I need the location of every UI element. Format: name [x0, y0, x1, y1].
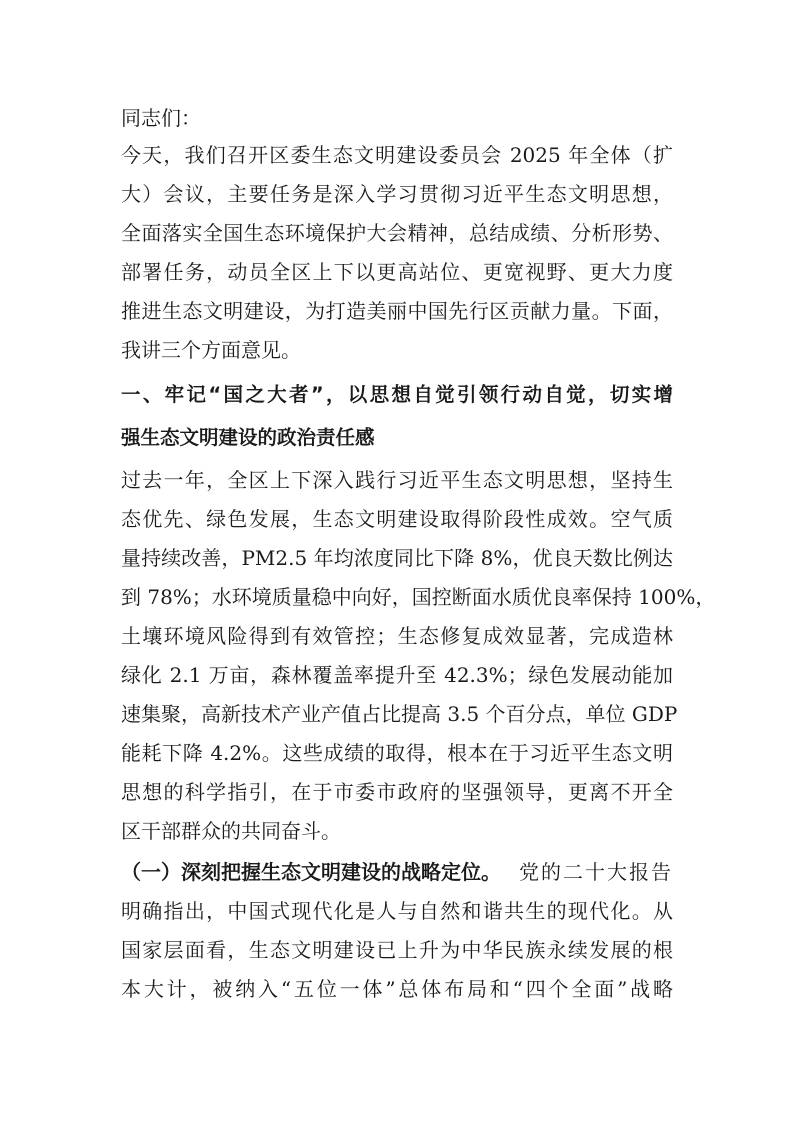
body-line: 思想的科学指引，在于市委市政府的坚强领导，更离不开全	[121, 780, 673, 804]
salutation: 同志们：	[121, 106, 201, 130]
intro-line: 大）会议，主要任务是深入学习贯彻习近平生态文明思想，	[121, 182, 673, 206]
intro-line: 我讲三个方面意见。	[121, 338, 301, 362]
subsection-heading: （一）深刻把握生态文明建设的战略定位。	[121, 860, 501, 884]
body-line: 能耗下降 4.2%。这些成绩的取得，根本在于习近平生态文明	[121, 741, 673, 765]
intro-line: 推进生态文明建设，为打造美丽中国先行区贡献力量。下面，	[121, 299, 673, 323]
body-line: 量持续改善，PM2.5 年均浓度同比下降 8%，优良天数比例达	[121, 546, 673, 570]
intro-line: 今天，我们召开区委生态文明建设委员会 2025 年全体（扩	[121, 143, 673, 167]
body-line: 到 78%；水环境质量稳中向好，国控断面水质优良率保持 100%，	[121, 585, 716, 609]
body-line: 国家层面看，生态文明建设已上升为中华民族永续发展的根	[121, 938, 673, 962]
section-heading: 一、牢记“国之大者”，以思想自觉引领行动自觉，切实增	[121, 383, 673, 406]
intro-line: 部署任务，动员全区上下以更高站位、更宽视野、更大力度	[121, 260, 673, 284]
body-line: 明确指出，中国式现代化是人与自然和谐共生的现代化。从	[121, 899, 673, 923]
body-line: 速集聚，高新技术产业产值占比提高 3.5 个百分点，单位 GDP	[121, 702, 678, 726]
body-line: 态优先、绿色发展，生态文明建设取得阶段性成效。空气质	[121, 507, 673, 531]
body-line: 过去一年，全区上下深入践行习近平生态文明思想，坚持生	[121, 468, 673, 492]
body-line: 绿化 2.1 万亩，森林覆盖率提升至 42.3%；绿色发展动能加	[121, 663, 673, 687]
body-line: 区干部群众的共同奋斗。	[121, 819, 341, 843]
intro-line: 全面落实全国生态环境保护大会精神，总结成绩、分析形势、	[121, 221, 673, 245]
body-line: 土壤环境风险得到有效管控；生态修复成效显著，完成造林	[121, 624, 673, 648]
subsection-text: 党的二十大报告	[519, 860, 673, 884]
subsection-first-line	[121, 858, 673, 886]
section-heading: 强生态文明建设的政治责任感	[121, 426, 375, 449]
body-line: 本大计，被纳入“五位一体”总体布局和“四个全面”战略	[121, 977, 673, 1001]
